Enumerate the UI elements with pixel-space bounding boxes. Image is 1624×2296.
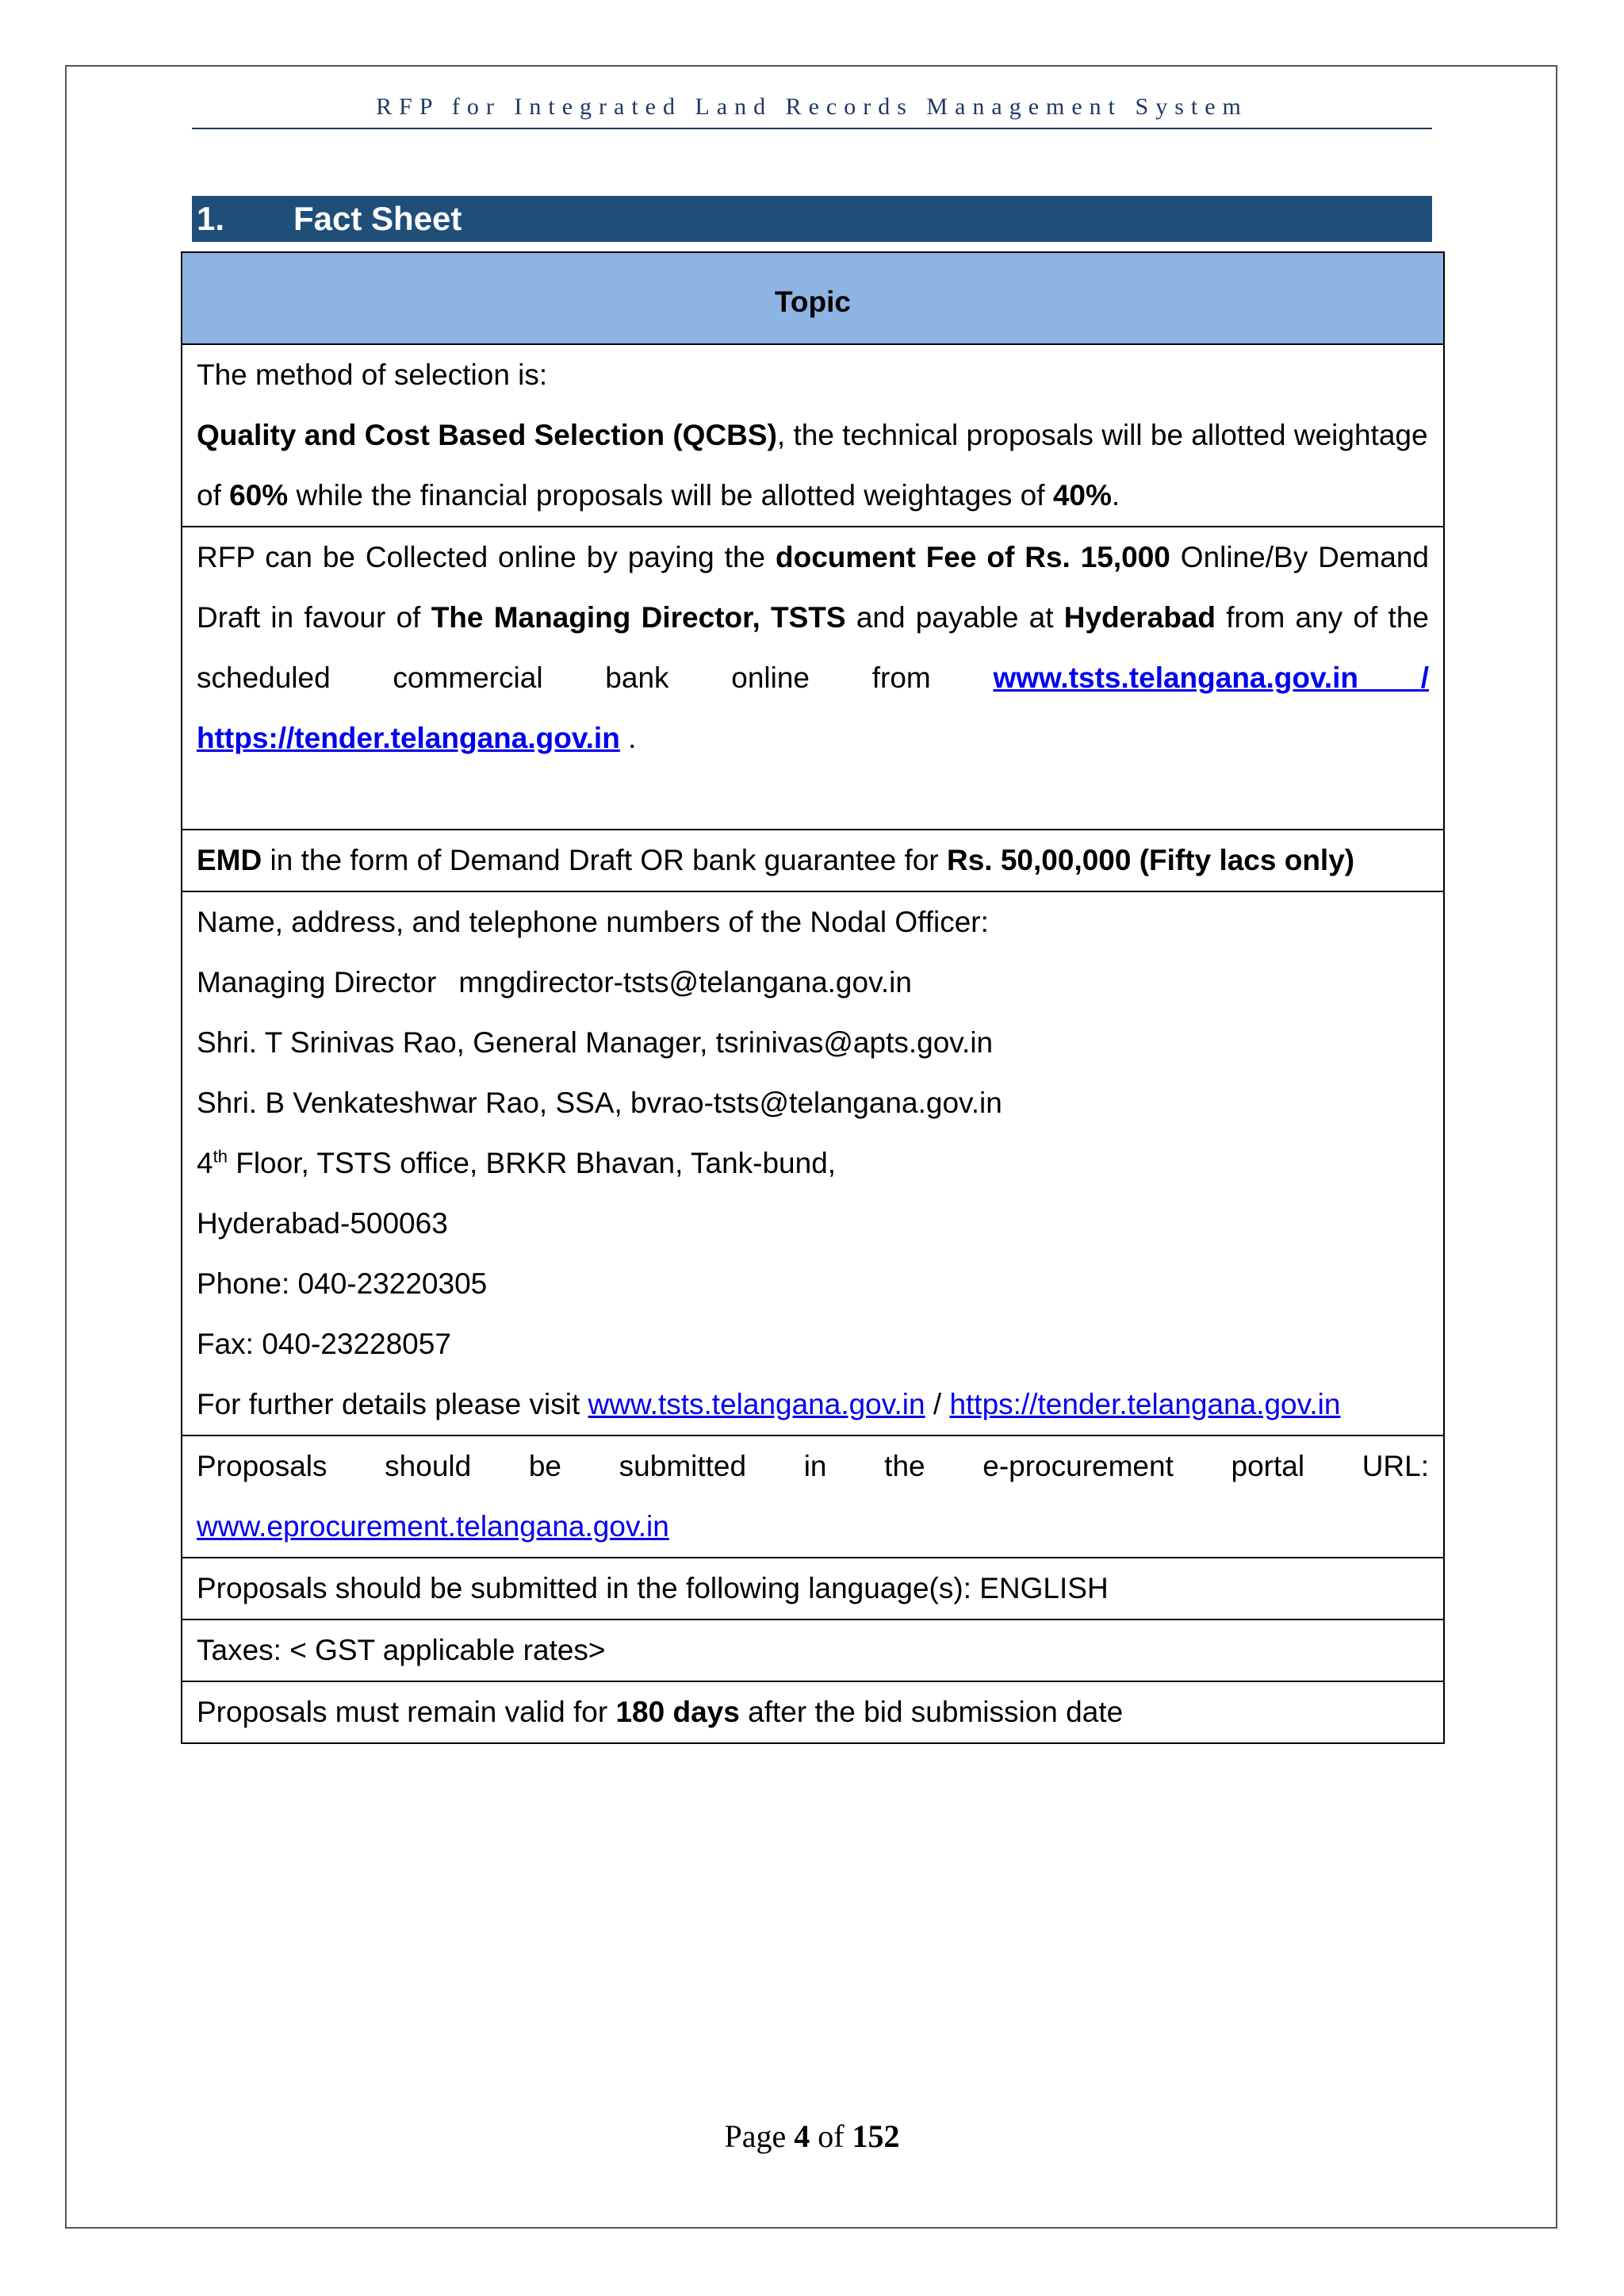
page-number: Page 4 of 152 bbox=[724, 2118, 900, 2154]
tender-website-link[interactable]: https://tender.telangana.gov.in bbox=[197, 722, 620, 754]
rfp-line-3: scheduled commercial bank online from www.tsts.telangana.gov.in / bbox=[197, 661, 1429, 694]
validity-cell bbox=[182, 1681, 1444, 1743]
section-heading bbox=[192, 196, 1432, 242]
emd-cell bbox=[182, 830, 1444, 891]
table-row bbox=[182, 1619, 1444, 1681]
financial-weightage: 40% bbox=[1052, 479, 1112, 512]
nodal-intro: Name, address, and telephone numbers of the Nodal Officer: bbox=[197, 906, 989, 938]
document-fee: document Fee of Rs. 15,000 bbox=[776, 541, 1170, 573]
emd-label: EMD bbox=[197, 844, 262, 876]
total-pages: 152 bbox=[852, 2118, 900, 2154]
selection-method-cell bbox=[182, 344, 1444, 527]
header-rule bbox=[192, 128, 1432, 129]
rfp-line-4: https://tender.telangana.gov.in . bbox=[197, 722, 637, 754]
table-row bbox=[182, 1435, 1444, 1558]
city-line: Hyderabad-500063 bbox=[197, 1207, 448, 1240]
taxes-line: Taxes: < GST applicable rates> bbox=[197, 1634, 606, 1666]
tsts-website-link[interactable]: www.tsts.telangana.gov.in bbox=[588, 1388, 925, 1420]
portal-link-line bbox=[197, 1497, 1429, 1557]
selection-intro: The method of selection is: bbox=[197, 358, 548, 391]
current-page: 4 bbox=[794, 2118, 810, 2154]
portal-text: Proposals should be submitted in the e-procurement portal URL: bbox=[197, 1450, 1429, 1482]
eprocurement-link[interactable]: www.eprocurement.telangana.gov.in bbox=[197, 1510, 669, 1543]
tsts-website-link[interactable]: www.tsts.telangana.gov.in / bbox=[993, 661, 1429, 694]
phone-line: Phone: 040-23220305 bbox=[197, 1267, 488, 1300]
section-title: Fact Sheet bbox=[293, 200, 462, 237]
portal-cell bbox=[182, 1435, 1444, 1558]
rfp-line-2: Draft in favour of The Managing Director, TSTS and payable at Hyderabad from any of the bbox=[197, 601, 1429, 634]
cell-spacer bbox=[197, 769, 1429, 829]
rfp-collection-cell bbox=[182, 527, 1444, 830]
nodal-officer-cell bbox=[182, 891, 1444, 1435]
section-number: 1. bbox=[197, 200, 225, 237]
technical-weightage: 60% bbox=[229, 479, 289, 512]
qcbs-label: Quality and Cost Based Selection (QCBS) bbox=[197, 419, 777, 451]
table-row bbox=[182, 344, 1444, 527]
taxes-cell bbox=[182, 1619, 1444, 1681]
table-row bbox=[182, 891, 1444, 1435]
table-row bbox=[182, 527, 1444, 830]
fact-sheet-table bbox=[181, 251, 1445, 1744]
emd-line: EMD in the form of Demand Draft OR bank guarantee for Rs. 50,00,000 (Fifty lacs only) bbox=[197, 844, 1355, 876]
managing-director-email: mngdirector-tsts@telangana.gov.in bbox=[458, 966, 912, 999]
running-header: RFP for Integrated Land Records Management System bbox=[376, 94, 1248, 120]
general-manager-line: Shri. T Srinivas Rao, General Manager, tsrinivas@apts.gov.in bbox=[197, 1026, 994, 1059]
table-header-row bbox=[182, 252, 1444, 344]
payee: The Managing Director, TSTS bbox=[431, 601, 846, 634]
table-row bbox=[182, 1558, 1444, 1619]
column-header-topic: Topic bbox=[182, 252, 1444, 344]
fax-line: Fax: 040-23228057 bbox=[197, 1328, 451, 1360]
language-cell bbox=[182, 1558, 1444, 1619]
emd-amount: Rs. 50,00,000 (Fifty lacs only) bbox=[947, 844, 1355, 876]
ssa-line: Shri. B Venkateshwar Rao, SSA, bvrao-tsts@telangana.gov.in bbox=[197, 1087, 1002, 1119]
tender-website-link[interactable]: https://tender.telangana.gov.in bbox=[949, 1388, 1341, 1420]
validity-days: 180 days bbox=[615, 1696, 740, 1728]
language-line: Proposals should be submitted in the following language(s): ENGLISH bbox=[197, 1572, 1109, 1604]
table-row bbox=[182, 830, 1444, 891]
managing-director-line: Managing Director mngdirector-tsts@telangana.gov.in bbox=[197, 966, 912, 999]
selection-weightage-line: of 60% while the financial proposals will be allotted weightages of 40%. bbox=[197, 479, 1120, 512]
rfp-line-1: RFP can be Collected online by paying the document Fee of Rs. 15,000 Online/By Demand bbox=[197, 541, 1429, 573]
selection-qcbs-line: Quality and Cost Based Selection (QCBS), the technical proposals will be allotted weightage bbox=[197, 419, 1428, 451]
address-line: 4th Floor, TSTS office, BRKR Bhavan, Tank-bund, bbox=[197, 1146, 837, 1179]
table-row bbox=[182, 1681, 1444, 1743]
payable-city: Hyderabad bbox=[1063, 601, 1216, 634]
validity-line: Proposals must remain valid for 180 days after the bid submission date bbox=[197, 1696, 1124, 1728]
visit-line: For further details please visit www.tsts.telangana.gov.in / https://tender.telangana.gov.in bbox=[197, 1388, 1341, 1420]
